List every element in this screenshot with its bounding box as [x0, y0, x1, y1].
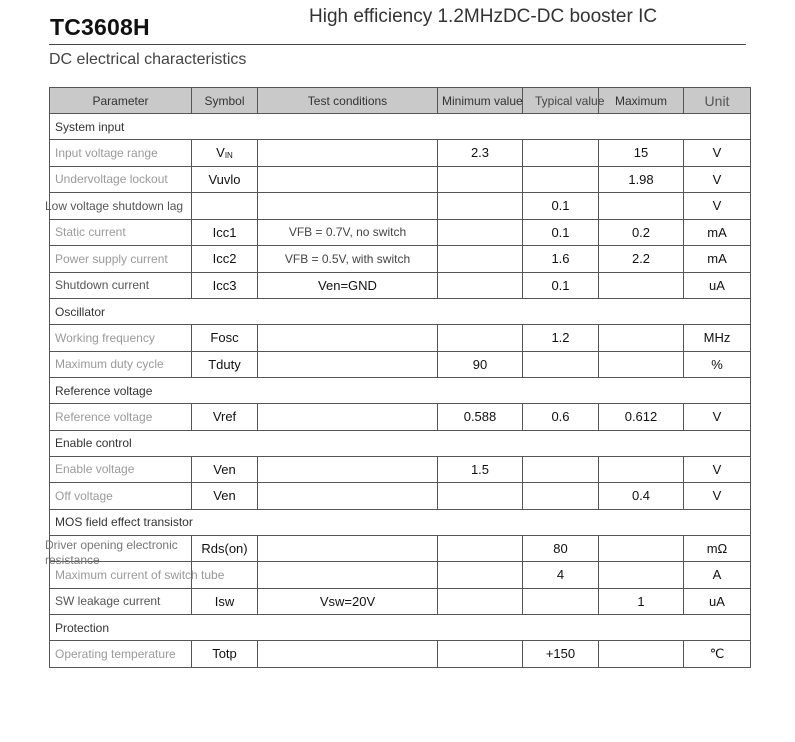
symbol-cell: Ven: [192, 483, 258, 510]
condition-cell: [258, 325, 438, 352]
typ-cell: 0.1: [523, 272, 599, 299]
condition-cell: [258, 140, 438, 167]
symbol-cell: Ven: [192, 456, 258, 483]
max-cell: 0.612: [599, 404, 684, 431]
param-cell: Undervoltage lockout: [50, 166, 192, 193]
table-row: [50, 272, 751, 299]
max-cell: 1.98: [599, 166, 684, 193]
unit-cell: MHz: [684, 325, 751, 352]
symbol-cell: Isw: [192, 588, 258, 615]
dc-characteristics-table: [45, 87, 751, 668]
table-row: [50, 535, 751, 562]
param-cell: Enable voltage: [50, 456, 192, 483]
category-row: [50, 615, 751, 641]
column-header-unit: Unit: [684, 88, 751, 114]
unit-cell: mA: [684, 246, 751, 273]
param-cell: Working frequency: [50, 325, 192, 352]
typ-cell: [523, 588, 599, 615]
max-cell: [599, 325, 684, 352]
table-row: [50, 483, 751, 510]
symbol-cell: $V_{IN}$: [192, 140, 258, 167]
category-label: Enable control: [50, 430, 751, 456]
category-label: Reference voltage: [50, 378, 751, 404]
category-row: [50, 430, 751, 456]
typ-cell: 1.2: [523, 325, 599, 352]
min-cell: [438, 325, 523, 352]
column-header-maximum: Maximum: [599, 88, 684, 114]
min-cell: [438, 483, 523, 510]
min-cell: [438, 535, 523, 562]
condition-cell: [258, 166, 438, 193]
min-cell: [438, 219, 523, 246]
condition-cell: VFB = 0.7V, no switch: [258, 219, 438, 246]
param-cell: Static current: [50, 219, 192, 246]
typ-cell: 80: [523, 535, 599, 562]
max-cell: 0.2: [599, 219, 684, 246]
category-label: System input: [50, 114, 751, 140]
title-divider: [49, 44, 746, 45]
max-cell: [599, 272, 684, 299]
table-row: [50, 246, 751, 273]
max-cell: [599, 562, 684, 589]
category-row: [50, 299, 751, 325]
max-cell: [599, 193, 684, 220]
min-cell: [438, 193, 523, 220]
column-header-typical: Typical value: [523, 88, 599, 114]
column-header-parameter: Parameter: [50, 88, 192, 114]
document-title: TC3608H: [50, 14, 150, 40]
typ-cell: 0.1: [523, 219, 599, 246]
max-cell: [599, 456, 684, 483]
typ-cell: [523, 483, 599, 510]
param-cell: Shutdown current: [50, 272, 192, 299]
typ-cell: 0.1: [523, 193, 599, 220]
typ-cell: [523, 351, 599, 378]
unit-cell: mA: [684, 219, 751, 246]
category-label: MOS field effect transistor: [50, 509, 751, 535]
min-cell: [438, 166, 523, 193]
typ-cell: 1.6: [523, 246, 599, 273]
typ-cell: [523, 456, 599, 483]
min-cell: 0.588: [438, 404, 523, 431]
param-cell: Power supply current: [50, 246, 192, 273]
table-row: [50, 456, 751, 483]
param-cell: Maximum duty cycle: [50, 351, 192, 378]
max-cell: 0.4: [599, 483, 684, 510]
min-cell: [438, 588, 523, 615]
symbol-cell: Icc2: [192, 246, 258, 273]
column-header-minimum: Minimum value: [438, 88, 523, 114]
max-cell: 2.2: [599, 246, 684, 273]
symbol-cell: Totp: [192, 641, 258, 668]
unit-cell: V: [684, 483, 751, 510]
category-row: [50, 509, 751, 535]
typ-cell: +150: [523, 641, 599, 668]
condition-cell: [258, 483, 438, 510]
condition-cell: [258, 193, 438, 220]
unit-cell: V: [684, 404, 751, 431]
max-cell: 15: [599, 140, 684, 167]
unit-cell: uA: [684, 588, 751, 615]
unit-cell: ℃: [684, 641, 751, 668]
unit-cell: V: [684, 456, 751, 483]
min-cell: [438, 562, 523, 589]
symbol-cell: Rds(on): [192, 535, 258, 562]
category-label: Oscillator: [50, 299, 751, 325]
table-row: [50, 140, 751, 167]
min-cell: [438, 272, 523, 299]
category-label: Protection: [50, 615, 751, 641]
param-cell: Reference voltage: [50, 404, 192, 431]
min-cell: 90: [438, 351, 523, 378]
unit-cell: A: [684, 562, 751, 589]
table-row: [50, 588, 751, 615]
max-cell: [599, 351, 684, 378]
min-cell: 1.5: [438, 456, 523, 483]
condition-cell: Ven=GND: [258, 272, 438, 299]
document-subtitle: High efficiency 1.2MHzDC-DC booster IC: [309, 6, 658, 27]
column-header-test-conditions: Test conditions: [258, 88, 438, 114]
param-cell: Driver opening electronic resistance: [50, 535, 192, 562]
min-cell: 2.3: [438, 140, 523, 167]
condition-cell: [258, 562, 438, 589]
typ-cell: [523, 166, 599, 193]
condition-cell: [258, 641, 438, 668]
unit-cell: V: [684, 166, 751, 193]
max-cell: [599, 535, 684, 562]
min-cell: [438, 246, 523, 273]
condition-cell: [258, 404, 438, 431]
unit-cell: uA: [684, 272, 751, 299]
max-cell: 1: [599, 588, 684, 615]
typ-cell: [523, 140, 599, 167]
symbol-cell: Vref: [192, 404, 258, 431]
condition-cell: [258, 351, 438, 378]
table-row: [50, 641, 751, 668]
condition-cell: VFB = 0.5V, with switch: [258, 246, 438, 273]
table-row: [50, 166, 751, 193]
param-cell: Low voltage shutdown lag: [50, 193, 192, 220]
unit-cell: mΩ: [684, 535, 751, 562]
symbol-cell: Icc3: [192, 272, 258, 299]
symbol-cell: Tduty: [192, 351, 258, 378]
unit-cell: %: [684, 351, 751, 378]
param-cell: Operating temperature: [50, 641, 192, 668]
symbol-cell: Icc1: [192, 219, 258, 246]
category-row: [50, 378, 751, 404]
symbol-cell: Fosc: [192, 325, 258, 352]
param-cell: SW leakage current: [50, 588, 192, 615]
condition-cell: Vsw=20V: [258, 588, 438, 615]
symbol-cell: [192, 193, 258, 220]
column-header-symbol: Symbol: [192, 88, 258, 114]
max-cell: [599, 641, 684, 668]
min-cell: [438, 641, 523, 668]
table-row: [50, 404, 751, 431]
section-title: DC electrical characteristics: [49, 51, 247, 68]
condition-cell: [258, 456, 438, 483]
param-cell: Input voltage range: [50, 140, 192, 167]
table-header-row: [50, 88, 751, 114]
table-row: [50, 193, 751, 220]
unit-cell: V: [684, 193, 751, 220]
table-row: [50, 219, 751, 246]
typ-cell: 4: [523, 562, 599, 589]
table-row: [50, 351, 751, 378]
table-row: [50, 325, 751, 352]
symbol-cell: Vuvlo: [192, 166, 258, 193]
typ-cell: 0.6: [523, 404, 599, 431]
unit-cell: V: [684, 140, 751, 167]
category-row: [50, 114, 751, 140]
param-cell: Off voltage: [50, 483, 192, 510]
condition-cell: [258, 535, 438, 562]
param-cell: Maximum current of switch tube: [50, 562, 192, 589]
